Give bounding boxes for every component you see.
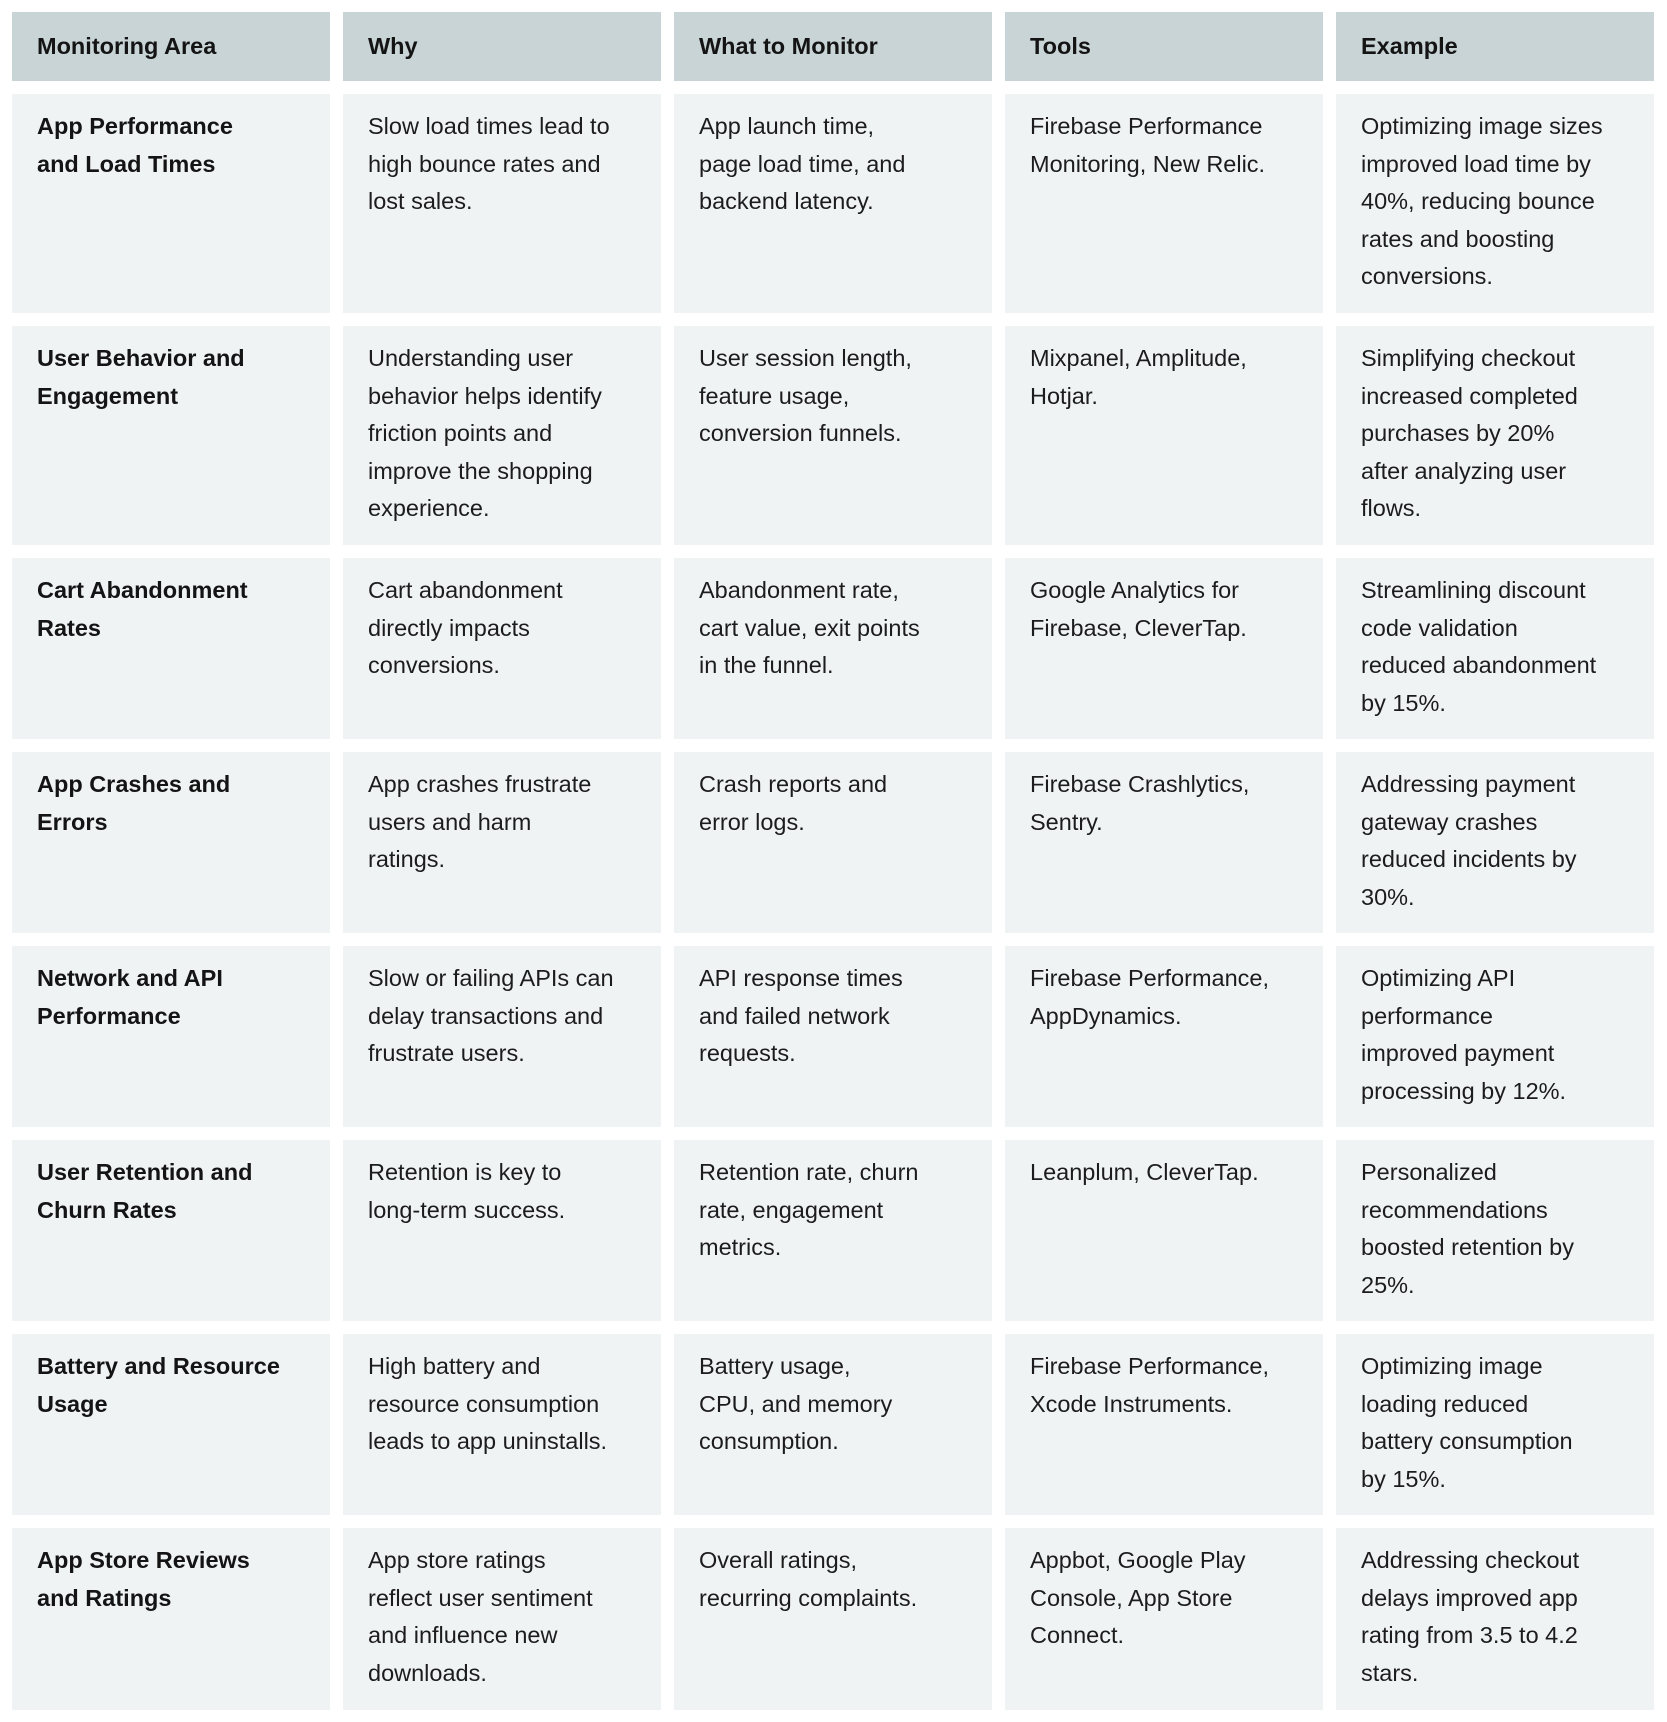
cell-text-line: Console, App Store [1030, 1584, 1233, 1611]
cell-text-line: Crash reports and [699, 771, 888, 797]
cell-text-line: high bounce rates and [368, 150, 601, 177]
cell-text-line: in the funnel. [699, 652, 834, 679]
cell-text-line: Slow load times lead to [368, 113, 610, 139]
cell-text-line: Optimizing image [1361, 1353, 1543, 1379]
cell-text-line: Sentry. [1030, 808, 1103, 835]
cell-text-line: error logs. [699, 808, 805, 835]
header-tools: Tools [1005, 12, 1323, 81]
cell-text-line: Understanding user [368, 345, 574, 371]
what-to-monitor-cell [674, 752, 992, 933]
cell-text-line: Slow or failing APIs can [368, 965, 614, 991]
cell-text-line: App store ratings [368, 1547, 546, 1573]
cell-text-line: Monitoring, New Relic. [1030, 150, 1266, 177]
cell-text-line: behavior helps identify [368, 382, 602, 409]
cell-text-line: flows. [1361, 495, 1422, 522]
cell-text-line: friction points and [368, 420, 553, 447]
cell-text-line: Cart Abandonment [37, 577, 248, 603]
cell-text-line: Streamlining discount [1361, 577, 1586, 603]
what-to-monitor-cell [674, 326, 992, 545]
cell-text-line: Firebase Performance [1030, 113, 1263, 139]
cell-text-line: Firebase Performance, [1030, 1353, 1270, 1379]
why-cell [343, 94, 661, 313]
cell-text-line: User Retention and [37, 1159, 253, 1185]
example-cell [1336, 326, 1654, 545]
cell-text-line: Overall ratings, [699, 1547, 858, 1573]
cell-text-line: backend latency. [699, 188, 874, 215]
cell-text-line: Optimizing API [1361, 965, 1516, 991]
cell-text-line: conversions. [368, 652, 500, 679]
what-to-monitor-cell [674, 946, 992, 1127]
cell-text-line: purchases by 20% [1361, 420, 1555, 447]
cell-text-line: metrics. [699, 1234, 782, 1261]
tools-cell [1005, 752, 1323, 933]
cell-text-line: experience. [368, 495, 490, 522]
cell-text-line: delay transactions and [368, 1002, 604, 1029]
cell-text-line: User Behavior and [37, 345, 245, 371]
monitoring-area-cell [12, 946, 330, 1127]
cell-text-line: Leanplum, CleverTap. [1030, 1159, 1259, 1185]
cell-text-line: frustrate users. [368, 1040, 525, 1067]
cell-text-line: User session length, [699, 345, 912, 371]
cell-text-line: Rates [37, 614, 102, 641]
cell-text-line: Performance [37, 1002, 181, 1029]
cell-text-line: requests. [699, 1040, 796, 1067]
cell-text-line: reduced incidents by [1361, 846, 1577, 873]
cell-text-line: increased completed [1361, 382, 1578, 409]
cell-text-line: recommendations [1361, 1196, 1548, 1223]
monitoring-area-cell [12, 752, 330, 933]
cell-text-line: users and harm [368, 808, 532, 835]
header-why: Why [343, 12, 661, 81]
cell-text-line: long-term success. [368, 1196, 566, 1223]
cell-text-line: code validation [1361, 614, 1518, 641]
cell-text-line: App Performance [37, 113, 233, 139]
cell-text-line: lost sales. [368, 188, 473, 215]
cell-text-line: recurring complaints. [699, 1584, 918, 1611]
cell-text-line: improve the shopping [368, 457, 593, 484]
cell-text-line: App launch time, [699, 113, 875, 139]
cell-text-line: improved load time by [1361, 150, 1591, 177]
cell-text-line: Mixpanel, Amplitude, [1030, 345, 1247, 371]
monitoring-area-cell [12, 1140, 330, 1321]
cell-text-line: CPU, and memory [699, 1390, 893, 1417]
cell-text-line: App crashes frustrate [368, 771, 592, 797]
why-cell [343, 558, 661, 739]
cell-text-line: page load time, and [699, 150, 906, 177]
example-cell [1336, 1528, 1654, 1710]
cell-text-line: cart value, exit points [699, 614, 920, 641]
cell-text-line: feature usage, [699, 382, 850, 409]
what-to-monitor-cell [674, 1528, 992, 1710]
cell-text-line: Firebase, CleverTap. [1030, 614, 1247, 641]
monitoring-table [12, 12, 1655, 1710]
cell-text-line: performance [1361, 1002, 1493, 1029]
cell-text-line: Google Analytics for [1030, 577, 1239, 603]
cell-text-line: App Store Reviews [37, 1547, 250, 1573]
cell-text-line: leads to app uninstalls. [368, 1428, 608, 1455]
cell-text-line: improved payment [1361, 1040, 1555, 1067]
cell-text-line: loading reduced [1361, 1390, 1529, 1417]
cell-text-line: reflect user sentiment [368, 1584, 593, 1611]
cell-text-line: Cart abandonment [368, 577, 563, 603]
cell-text-line: Hotjar. [1030, 382, 1098, 409]
why-cell [343, 1334, 661, 1515]
cell-text-line: processing by 12%. [1361, 1077, 1567, 1104]
example-cell [1336, 946, 1654, 1127]
cell-text-line: Battery and Resource [37, 1353, 280, 1379]
cell-text-line: battery consumption [1361, 1428, 1573, 1455]
cell-text-line: reduced abandonment [1361, 652, 1597, 679]
cell-text-line: resource consumption [368, 1390, 600, 1417]
cell-text-line: downloads. [368, 1659, 487, 1686]
tools-cell [1005, 1528, 1323, 1710]
cell-text-line: API response times [699, 965, 903, 991]
example-cell [1336, 94, 1654, 313]
example-cell [1336, 752, 1654, 933]
cell-text-line: boosted retention by [1361, 1234, 1574, 1261]
cell-text-line: by 15%. [1361, 1465, 1446, 1492]
cell-text-line: stars. [1361, 1659, 1419, 1686]
cell-text-line: Retention rate, churn [699, 1159, 919, 1185]
cell-text-line: after analyzing user [1361, 457, 1567, 484]
why-cell [343, 752, 661, 933]
monitoring-area-cell [12, 558, 330, 739]
header-what-to-monitor: What to Monitor [674, 12, 992, 81]
cell-text-line: and Ratings [37, 1584, 172, 1611]
cell-text-line: Personalized [1361, 1159, 1497, 1185]
cell-text-line: Addressing payment [1361, 771, 1576, 797]
cell-text-line: rates and boosting [1361, 225, 1555, 252]
cell-text-line: ratings. [368, 846, 446, 873]
what-to-monitor-cell [674, 94, 992, 313]
tools-cell [1005, 946, 1323, 1127]
cell-text-line: Firebase Crashlytics, [1030, 771, 1250, 797]
cell-text-line: delays improved app [1361, 1584, 1578, 1611]
cell-text-line: conversions. [1361, 263, 1493, 290]
cell-text-line: Errors [37, 808, 108, 835]
cell-text-line: Abandonment rate, [699, 577, 899, 603]
cell-text-line: Retention is key to [368, 1159, 562, 1185]
example-cell [1336, 558, 1654, 739]
why-cell [343, 946, 661, 1127]
cell-text-line: Firebase Performance, [1030, 965, 1270, 991]
cell-text-line: Usage [37, 1390, 108, 1417]
header-example: Example [1336, 12, 1654, 81]
header-monitoring-area: Monitoring Area [12, 12, 330, 81]
cell-text-line: Optimizing image sizes [1361, 113, 1603, 139]
cell-text-line: Simplifying checkout [1361, 345, 1576, 371]
tools-cell [1005, 1334, 1323, 1515]
cell-text-line: Appbot, Google Play [1030, 1547, 1246, 1573]
what-to-monitor-cell [674, 1140, 992, 1321]
example-cell [1336, 1140, 1654, 1321]
cell-text-line: conversion funnels. [699, 420, 902, 447]
why-cell [343, 1140, 661, 1321]
cell-text-line: and failed network [699, 1002, 890, 1029]
monitoring-area-cell [12, 94, 330, 313]
what-to-monitor-cell [674, 558, 992, 739]
example-cell [1336, 1334, 1654, 1515]
cell-text-line: rating from 3.5 to 4.2 [1361, 1622, 1578, 1649]
monitoring-area-cell [12, 326, 330, 545]
tools-cell [1005, 94, 1323, 313]
cell-text-line: rate, engagement [699, 1196, 884, 1223]
cell-text-line: Engagement [37, 382, 179, 409]
tools-cell [1005, 326, 1323, 545]
monitoring-area-cell [12, 1528, 330, 1710]
cell-text-line: 30%. [1361, 883, 1415, 910]
cell-text-line: and influence new [368, 1622, 558, 1649]
cell-text-line: Xcode Instruments. [1030, 1390, 1233, 1417]
cell-text-line: gateway crashes [1361, 808, 1538, 835]
cell-text-line: Network and API [37, 965, 223, 991]
cell-text-line: Connect. [1030, 1622, 1125, 1649]
cell-text-line: 25%. [1361, 1271, 1415, 1298]
cell-text-line: App Crashes and [37, 771, 231, 797]
cell-text-line: directly impacts [368, 614, 530, 641]
cell-text-line: High battery and [368, 1353, 541, 1379]
cell-text-line: Addressing checkout [1361, 1547, 1580, 1573]
cell-text-line: and Load Times [37, 150, 216, 177]
why-cell [343, 326, 661, 545]
cell-text-line: 40%, reducing bounce [1361, 188, 1595, 215]
why-cell [343, 1528, 661, 1710]
cell-text-line: Battery usage, [699, 1353, 851, 1379]
cell-text-line: by 15%. [1361, 689, 1446, 716]
what-to-monitor-cell [674, 1334, 992, 1515]
cell-text-line: AppDynamics. [1030, 1002, 1182, 1029]
cell-text-line: Churn Rates [37, 1196, 177, 1223]
monitoring-area-cell [12, 1334, 330, 1515]
tools-cell [1005, 558, 1323, 739]
tools-cell [1005, 1140, 1323, 1321]
cell-text-line: consumption. [699, 1428, 839, 1455]
